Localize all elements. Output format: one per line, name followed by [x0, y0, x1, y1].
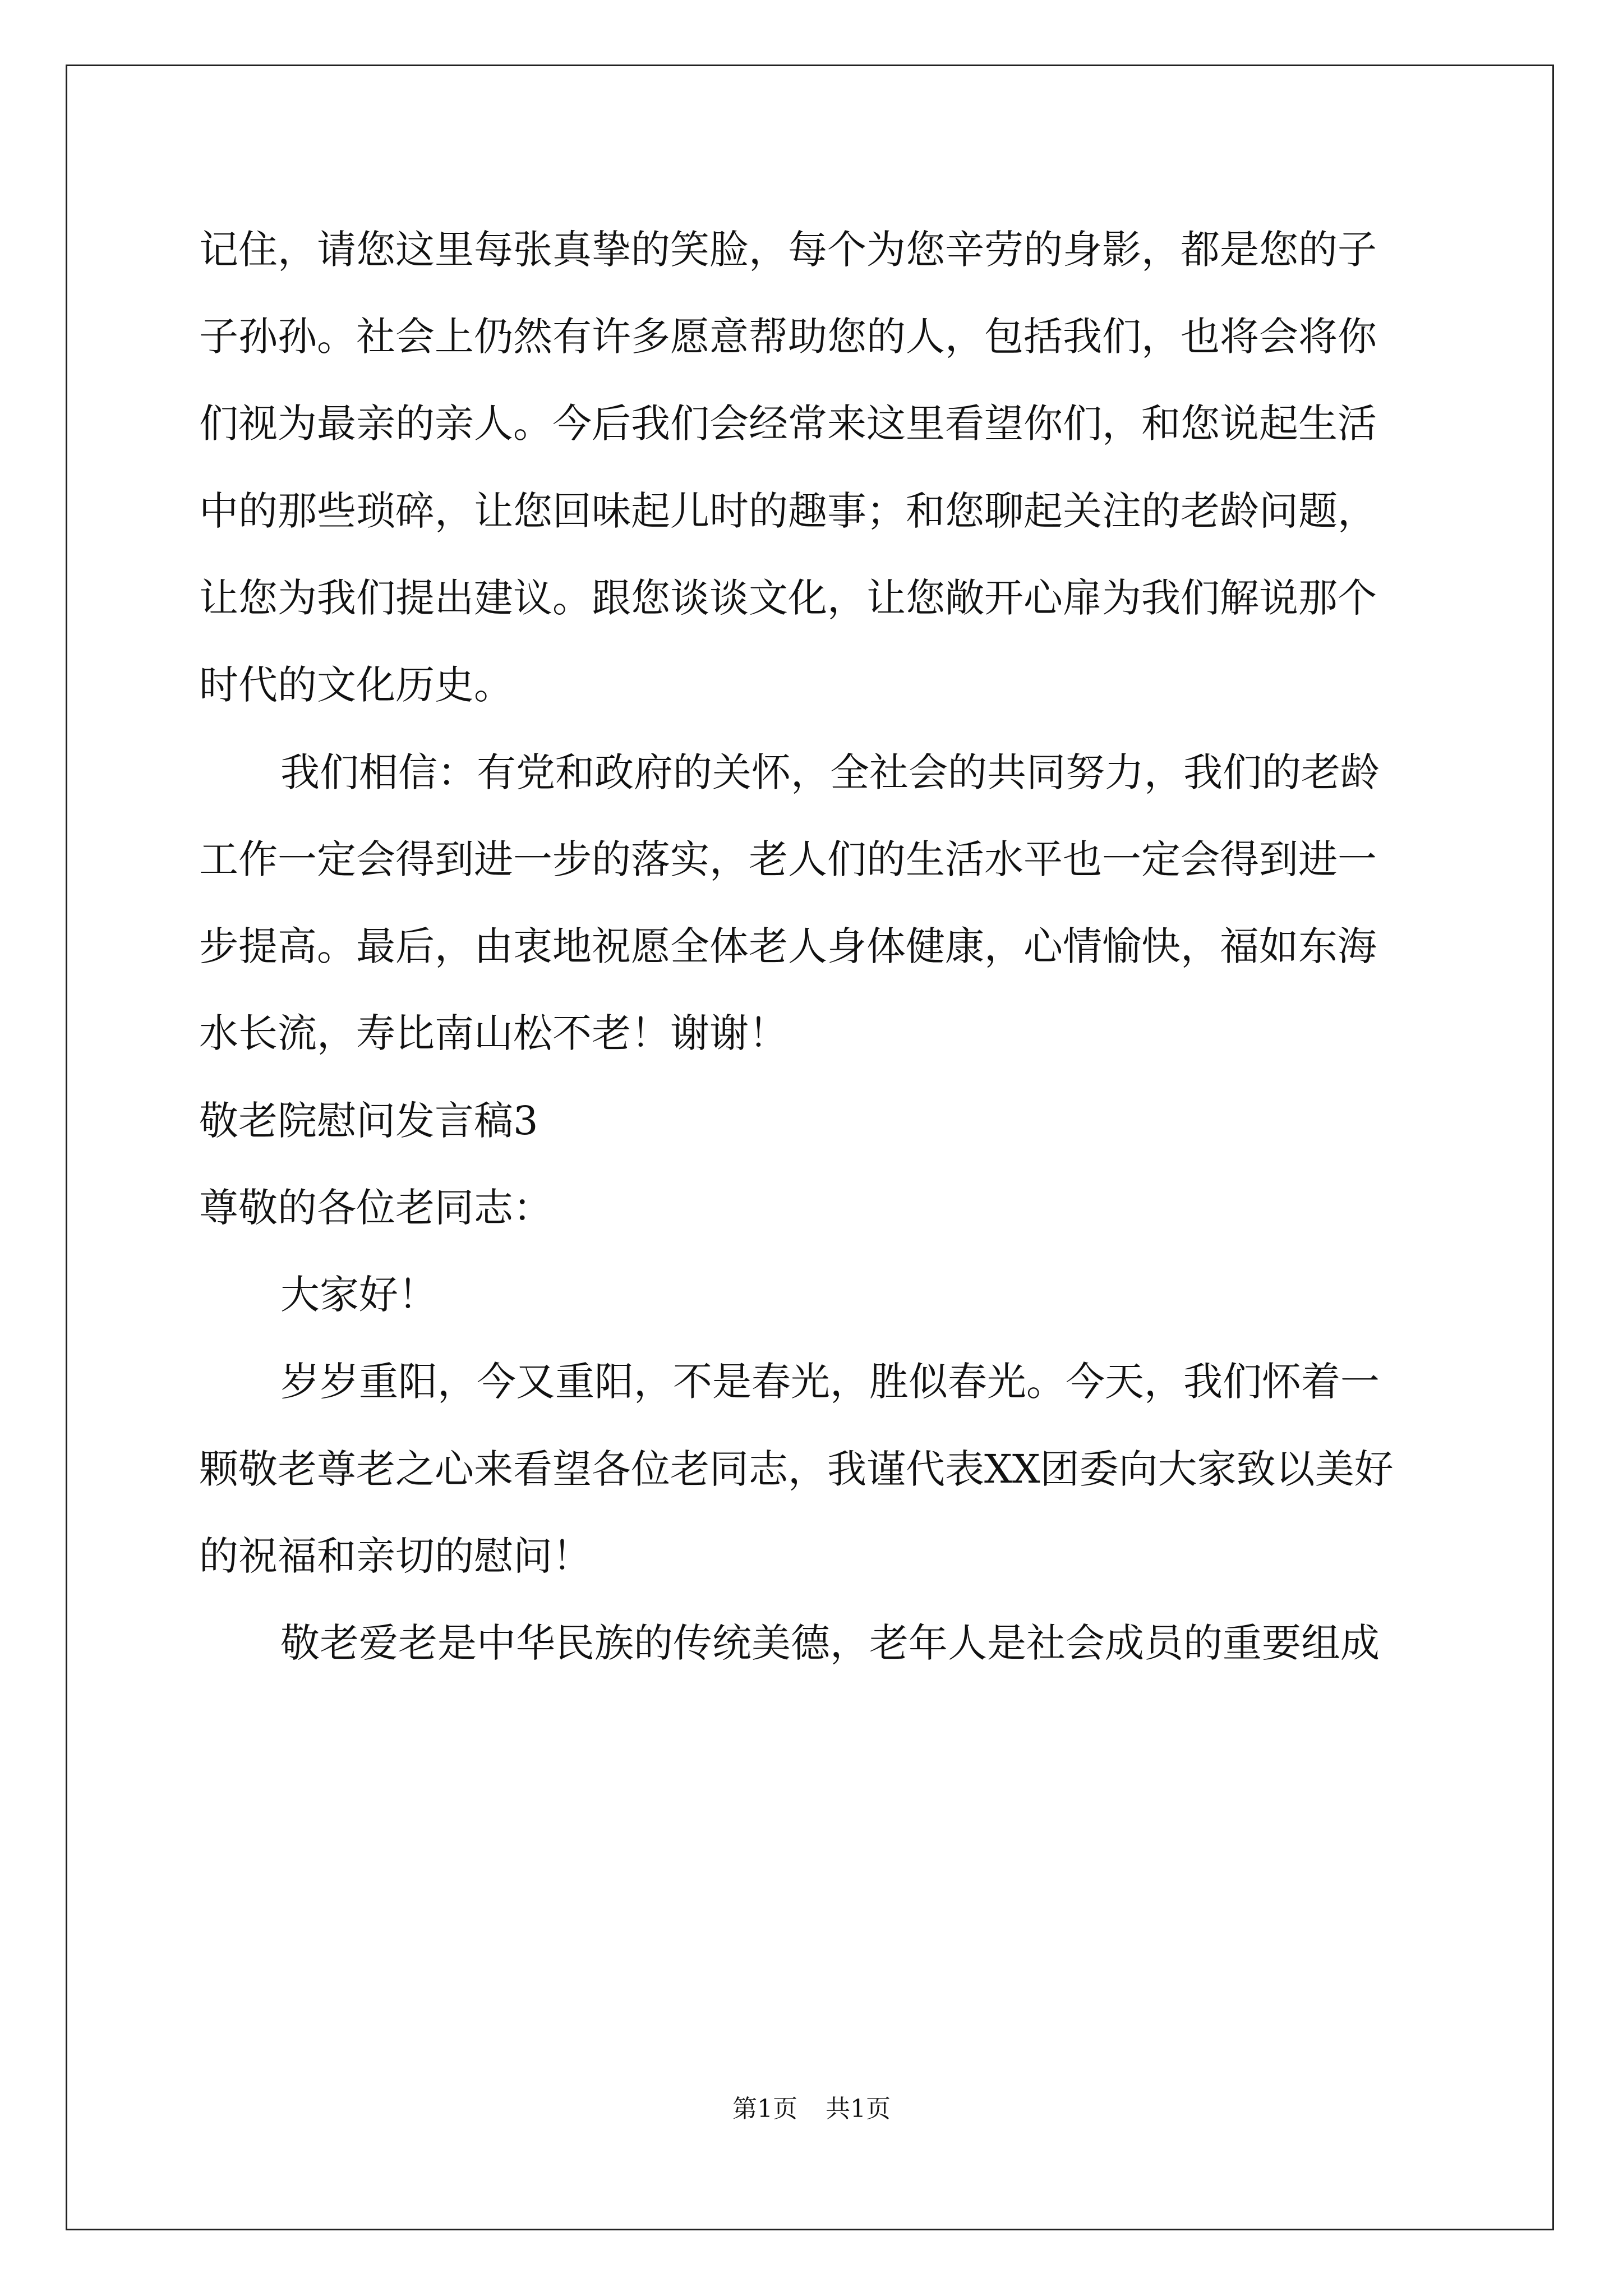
page-footer: [0, 2097, 1623, 2122]
body-line: 的祝福和亲切的慰问！: [199, 1533, 592, 1579]
body-line: 步提高。最后，由衷地祝愿全体老人身体健康，心情愉快，福如东海: [199, 923, 1377, 969]
salutation: 尊敬的各位老同志：: [199, 1185, 552, 1231]
body-line: 岁岁重阳，今又重阳，不是春光，胜似春光。今天，我们怀着一: [280, 1359, 1380, 1405]
page-border: [66, 65, 1554, 2230]
body-line: 子孙孙。社会上仍然有许多愿意帮助您的人，包括我们，也将会将你: [199, 314, 1377, 360]
body-line: 水长流，寿比南山松不老！谢谢！: [199, 1010, 788, 1056]
page-number: 第1页: [732, 2095, 797, 2123]
body-line: 们视为最亲的亲人。今后我们会经常来这里看望你们，和您说起生活: [199, 401, 1377, 447]
body-line: 颗敬老尊老之心来看望各位老同志，我谨代表XX团委向大家致以美好: [199, 1446, 1394, 1492]
body-line: 敬老爱老是中华民族的传统美德，老年人是社会成员的重要组成: [280, 1620, 1380, 1666]
body-line: 工作一定会得到进一步的落实，老人们的生活水平也一定会得到进一: [199, 836, 1377, 882]
body-line: 中的那些琐碎，让您回味起儿时的趣事；和您聊起关注的老龄问题，: [199, 488, 1377, 534]
section-heading: 敬老院慰问发言稿3: [199, 1098, 538, 1144]
body-line: 我们相信：有党和政府的关怀，全社会的共同努力，我们的老龄: [280, 749, 1380, 795]
body-line: 时代的文化历史。: [199, 662, 513, 708]
greeting: 大家好！: [280, 1272, 437, 1318]
body-line: 让您为我们提出建议。跟您谈谈文化，让您敞开心扉为我们解说那个: [199, 575, 1377, 621]
body-line: 记住，请您这里每张真挚的笑脸，每个为您辛劳的身影，都是您的子: [199, 227, 1377, 273]
page-total: 共1页: [826, 2095, 891, 2123]
